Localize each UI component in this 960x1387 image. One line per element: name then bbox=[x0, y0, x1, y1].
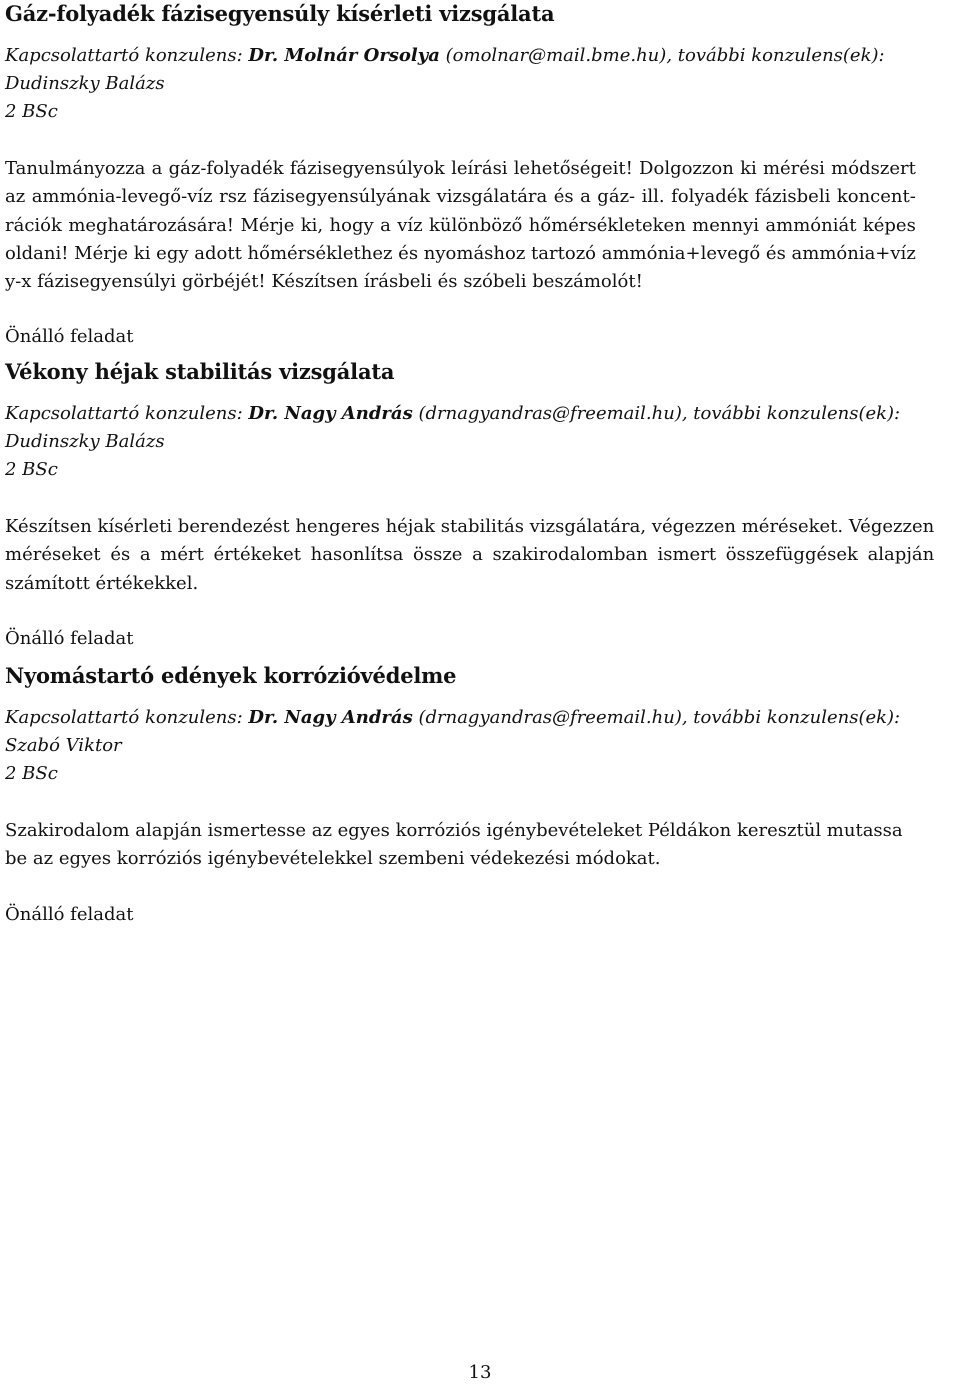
contact-label: Kapcsolattartó konzulens: bbox=[5, 45, 243, 66]
contact-name: Dr. Nagy András bbox=[248, 707, 413, 728]
contact-email: (drnagyandras@freemail.hu) bbox=[418, 403, 682, 424]
consultant-info bbox=[5, 400, 934, 456]
project-title: Vékony héjak stabilitás vizsgálata bbox=[5, 359, 395, 384]
description-line: oldani! Mérje ki egy adott hőmérséklethez és nyomáshoz tartozó ammónia+levegő és ammónia+víz bbox=[5, 242, 916, 264]
description-line: Szakirodalom alapján ismertesse az egyes korróziós igénybevételeket Példákon keresztül mutassa bbox=[5, 820, 903, 841]
project-description bbox=[5, 155, 916, 296]
description-line: számított értékekkel. bbox=[5, 572, 199, 594]
contact-name: Dr. Nagy András bbox=[248, 403, 413, 424]
extra-consultant-label: , további konzulens(ek): bbox=[681, 707, 901, 728]
consultant-info bbox=[5, 42, 916, 98]
extra-consultant-label: , további konzulens(ek): bbox=[666, 45, 885, 66]
project-section bbox=[5, 662, 903, 929]
task-type: Önálló feladat bbox=[5, 627, 134, 649]
extra-consultant-name: Szabó Viktor bbox=[5, 735, 122, 756]
description-line: az ammónia-levegő-víz rsz fázisegyensúlyának vizsgálatára és a gáz- ill. folyadék fázisbeli koncent- bbox=[5, 186, 916, 208]
project-section bbox=[5, 0, 916, 351]
contact-email: (omolnar@mail.bme.hu) bbox=[445, 45, 667, 66]
description-line: y-x fázisegyensúlyi görbéjét! Készítsen írásbeli és szóbeli beszámolót! bbox=[5, 271, 643, 293]
project-description bbox=[5, 513, 934, 598]
task-type: Önálló feladat bbox=[5, 326, 134, 348]
project-title: Nyomástartó edények korrózióvédelme bbox=[5, 663, 457, 688]
consultant-info bbox=[5, 704, 903, 760]
description-line: Készítsen kísérleti berendezést hengeres héjak stabilitás vizsgálatára, végezzen méréseket. Végezzen bbox=[5, 516, 935, 537]
contact-label: Kapcsolattartó konzulens: bbox=[5, 403, 243, 424]
description-line: be az egyes korróziós igénybevételekkel szembeni védekezési módokat. bbox=[5, 848, 661, 870]
project-section bbox=[5, 358, 934, 653]
contact-label: Kapcsolattartó konzulens: bbox=[5, 707, 243, 728]
degree-level: 2 BSc bbox=[5, 101, 58, 122]
extra-consultant-name: Dudinszky Balázs bbox=[5, 431, 165, 452]
description-line: rációk meghatározására! Mérje ki, hogy a víz különböző hőmérsékleteken mennyi ammóniát képes bbox=[5, 214, 916, 236]
description-line: Tanulmányozza a gáz-folyadék fázisegyensúlyok leírási lehetőségeit! Dolgozzon ki mérési módszert bbox=[5, 158, 916, 179]
degree-level: 2 BSc bbox=[5, 763, 58, 784]
contact-email: (drnagyandras@freemail.hu) bbox=[418, 707, 682, 728]
extra-consultant-name: Dudinszky Balázs bbox=[5, 73, 165, 94]
description-line: méréseket és a mért értékeket hasonlítsa össze a szakirodalomban ismert összefüggések alapján bbox=[5, 544, 935, 566]
degree-level: 2 BSc bbox=[5, 459, 58, 480]
page-number: 13 bbox=[468, 1362, 492, 1383]
task-type: Önálló feladat bbox=[5, 903, 134, 925]
project-title: Gáz-folyadék fázisegyensúly kísérleti vizsgálata bbox=[5, 1, 555, 26]
extra-consultant-label: , további konzulens(ek): bbox=[681, 403, 901, 424]
project-description bbox=[5, 817, 903, 874]
contact-name: Dr. Molnár Orsolya bbox=[248, 45, 440, 66]
